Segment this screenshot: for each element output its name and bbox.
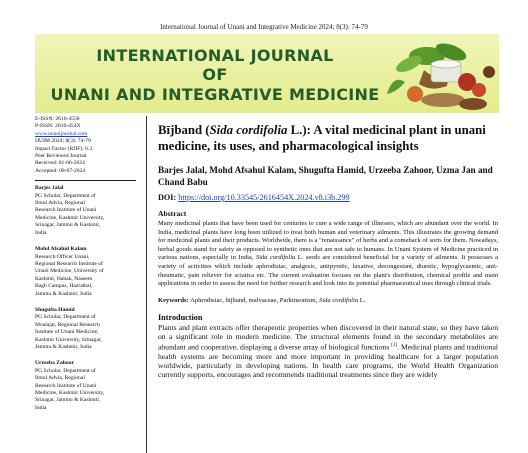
doi-line <box>158 193 498 202</box>
author-affiliation <box>35 307 136 351</box>
journal-banner <box>35 34 499 113</box>
pissn: P-ISSN: 2616-454X <box>35 123 81 130</box>
intro-part: . Medicinal plants and traditional health systems are becoming more and more important in providing healthcare for a larger population worldwide, particularly in developing nations. In health care programs, the World Health Organization currently supports, encourages and recommends traditional treatments since they are widely <box>158 342 498 380</box>
affiliation-line: Kashmir University, Srinagar, <box>35 336 102 343</box>
title-text: L.): A vital medicinal plant in unani medicine, its uses, and pharmacological insights <box>158 123 486 153</box>
affiliation-line: Moalajat, Regional Research <box>35 321 100 328</box>
affiliation-line: Jammu & Kashmir, India <box>35 343 92 350</box>
banner-title-line1: INTERNATIONAL JOURNAL <box>96 46 334 65</box>
affiliation-line: Ilmul Advia, Regional <box>35 375 85 382</box>
sidebar <box>35 116 136 421</box>
affiliation-line: Regional Research Institute of <box>35 260 103 267</box>
accepted-date: Accepted: 08-07-2024 <box>35 167 86 174</box>
author-affiliation <box>35 360 136 412</box>
affiliation-line: Research Officer Unani, <box>35 253 90 260</box>
article-title <box>158 122 498 154</box>
doi-label: DOI: <box>158 193 177 202</box>
citation-ref[interactable]: [1] <box>391 343 398 349</box>
author-affiliation <box>35 185 136 237</box>
abstract-heading: Abstract <box>158 209 187 218</box>
running-head: International Journal of Unani and Integrative Medicine 2024; 8(3): 74-79 <box>160 23 368 31</box>
author-affiliation <box>35 246 136 298</box>
author-name: Mohd Afsahul Kalam <box>35 246 87 253</box>
column-divider <box>146 116 147 453</box>
received-date: Received: 01-06-2024 <box>35 160 85 167</box>
doi-link[interactable]: https://doi.org/10.33545/2616454X.2024.v8.i3b.299 <box>178 193 350 202</box>
affiliation-line: PG Scholar, Department of <box>35 192 96 199</box>
introduction-heading: Introduction <box>158 312 203 322</box>
affiliation-line: PG Scholar, Department of <box>35 314 96 321</box>
affiliation-line: Srinagar, Jammu & Kashmir, <box>35 222 101 229</box>
keywords-species-name: Sida cordifolia <box>318 296 359 304</box>
affiliation-line: Medicine, Kashmir University, <box>35 214 105 221</box>
journal-metadata <box>35 116 136 175</box>
introduction-text <box>158 323 498 380</box>
article-main <box>158 122 498 380</box>
keywords-label: Keywords: <box>158 296 189 304</box>
title-species-name: Sida cordifolia <box>209 123 288 137</box>
impact-factor: Impact Factor (RJIF): 6.3 <box>35 145 93 152</box>
affiliation-line: Institute of Unani Medicine, <box>35 329 99 336</box>
herbal-ingredients-illustration <box>369 34 499 113</box>
abstract-part: L. seeds are considered beneficial for a variety of ailments. It possesses a variety of activities which include aphrodisiac, analgesic, antipyretic, laxative, decongestant, diuretic, hypoglycaemic, anti-rheumatic, pain reliever for sciatica etc. The current evaluation focuses on the plant's distribution, chemical profile and main applications in order to assess the need for further research and look into its potential pharmaceutical uses through clinical trials. <box>158 254 499 288</box>
keywords-line <box>158 297 498 304</box>
affiliation-line: Unani Medicine, University of <box>35 268 104 275</box>
affiliation-line: India <box>35 229 47 236</box>
sidebar-divider <box>35 180 136 181</box>
affiliation-line: Jammu & Kashmir, India <box>35 290 92 297</box>
author-name: Urzeeba Zahoor <box>35 360 74 367</box>
ijuim-issue: IJUIM 2024; 8(3): 74-79 <box>35 138 91 145</box>
banner-title-line3: UNANI AND INTEGRATIVE MEDICINE <box>50 85 380 104</box>
peer-reviewed: Peer Reviewed Journal <box>35 153 87 160</box>
eissn: E-ISSN: 2616-4558 <box>35 116 80 122</box>
affiliation-line: Bagh Campus, Hazratbal, <box>35 283 93 290</box>
abstract-species-name: Sida cordifolia <box>255 254 296 262</box>
keywords-end: L. <box>358 296 366 304</box>
author-name: Barjes Jalal <box>35 185 64 192</box>
intro-part: Plants and plant extracts offer therapeutic properties when discovered in their natural state, so they have taken on a significant role in modern medicine. The structural elements found in the secondary metabolites are abundant and cooperative, displaying a diverse array of biological functions <box>158 322 498 352</box>
affiliation-line: India <box>35 404 47 411</box>
article-authors: Barjes Jalal, Mohd Afsahul Kalam, Shugufta Hamid, Urzeeba Zahoor, Uzma Jan and Chand Babu <box>158 165 493 187</box>
title-text: Bījband ( <box>158 123 210 137</box>
affiliation-line: Research Institute of Unani <box>35 382 97 389</box>
affiliation-line: PG Scholar, Department of <box>35 367 96 374</box>
keywords-text: Aphrodisiac, bījband, malvaceae, Parkinsonism, <box>188 296 319 304</box>
author-name: Shugufta Hamid <box>35 306 75 313</box>
affiliation-line: Kashmir, Habak, Naseem <box>35 275 93 282</box>
affiliation-line: Research Institute of Unani <box>35 207 97 214</box>
affiliation-line: Srinagar, Jammu & Kashmir, <box>35 397 101 404</box>
affiliation-line: Ilmul Advia, Regional <box>35 200 85 207</box>
abstract-part: Many medicinal plants that have been used for centuries to cure a wide range of illnesses, which are abundant over the world. In India, medicinal plants have long been utilized to treat both human and veterinary ailments. This illustrates the growing demand for medicinal plants and their products. Worldwide, there is a "renaissance" of herbs and a comeback of sorts for them. Nowadays, herbal goods stand for safety as opposed to synthetic ones that are not safe to humans. In Unani System of Medicine practiced in various nations, especially in India, <box>158 220 498 262</box>
banner-title-line2: OF <box>202 65 228 84</box>
journal-website-link[interactable]: www.unanijournal.com <box>35 130 88 137</box>
affiliation-line: Medicine, Kashmir University, <box>35 390 105 396</box>
abstract-text <box>158 220 498 289</box>
